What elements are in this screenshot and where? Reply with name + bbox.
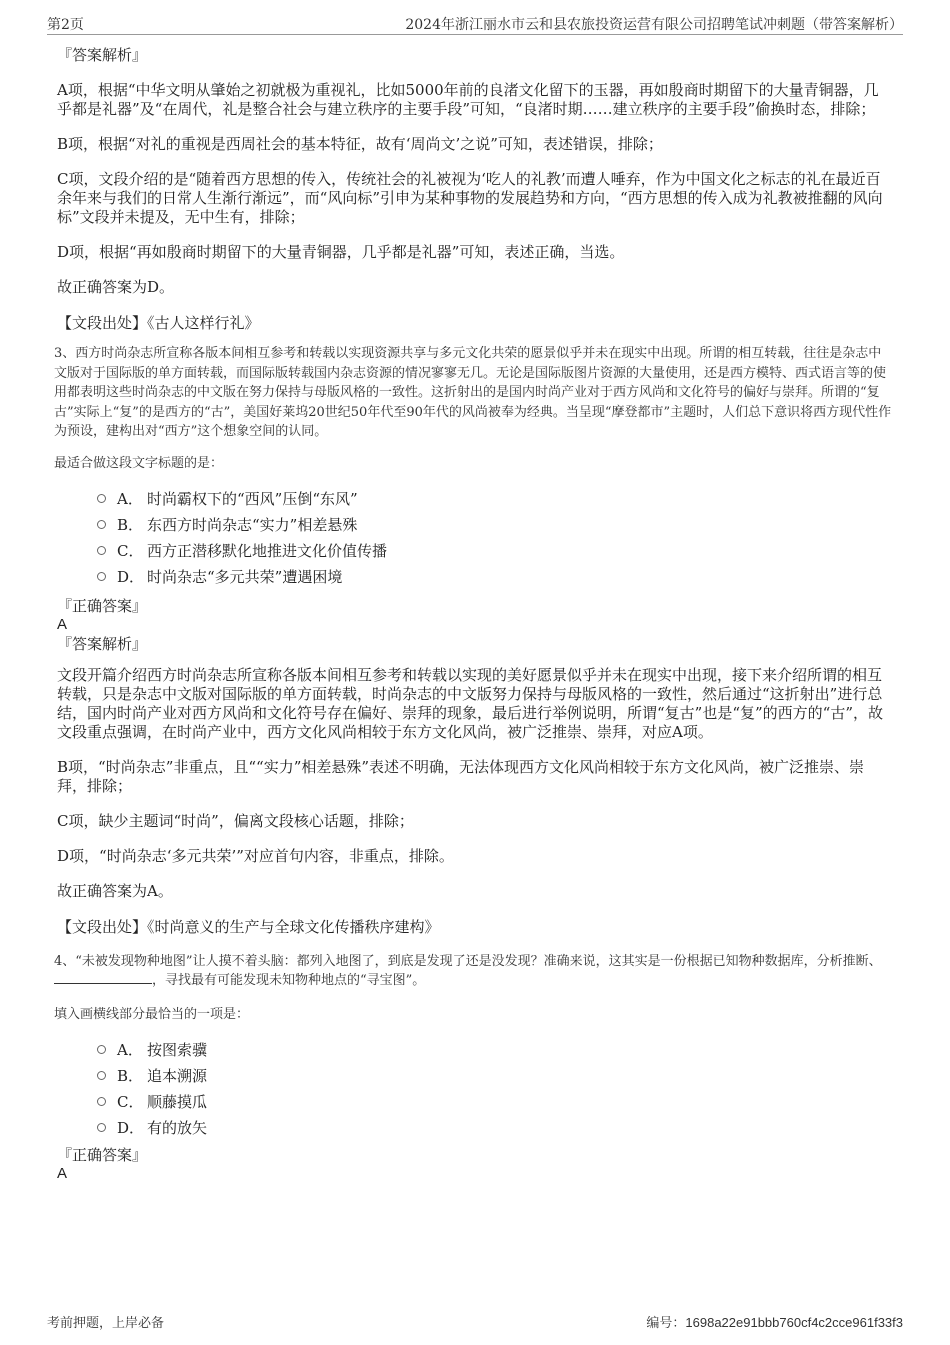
analysis-paragraph: D项，根据“再如殷商时期留下的大量青铜器，几乎都是礼器”可知，表述正确，当选。 (57, 243, 625, 261)
options-list (57, 1037, 892, 1141)
analysis-conclusion: 故正确答案为D。 (57, 278, 175, 296)
analysis-paragraph: B项，根据“对礼的重视是西周社会的基本特征，故有‘周尚文’之说”可知，表述错误，排除； (57, 135, 663, 153)
page-header (47, 14, 903, 35)
question-stem: 3、西方时尚杂志所宣称各版本间相互参考和转载以实现资源共享与多元文化共荣的愿景似乎并未在现实中出现。所谓的相互转载，往往是杂志中文版对于国际版的单方面转载，而国际版转载国内杂志资源的情况寥寥无几。无论是国际版图片资源的大量使用，还是西方模特、西式语言等的使用都表明这些时尚杂志的中文版在努力保持与母版风格的一致性。这折射出的是国内时尚产业对于西方风尚和文化符号的偏好与崇拜。所谓的“复古”实际上“复”的是西方的“古”，美国好莱坞20世纪50年代至90年代的风尚被奉为经典。当呈现“摩登都市”主题时，人们总下意识将西方现代性作为预设，建构出对“西方”这个想象空间的认同。 (54, 346, 892, 439)
radio-icon[interactable] (97, 1071, 106, 1080)
source-line (57, 313, 892, 333)
source-label: 【文段出处】 (57, 314, 148, 332)
radio-icon[interactable] (97, 1097, 106, 1106)
correct-answer: A (57, 1164, 68, 1182)
radio-icon[interactable] (97, 1123, 106, 1132)
footer-slogan: 考前押题，上岸必备 (47, 1316, 165, 1331)
analysis-paragraph: C项，缺少主题词“时尚”，偏离文段核心话题，排除； (57, 811, 414, 830)
fill-in-blank (54, 971, 152, 984)
analysis-paragraph: C项，文段介绍的是“随着西方思想的传入，传统社会的礼被视为‘吃人的礼教’而遭人唾弃，作为中国文化之标志的礼在最近百余年来与我们的日常人生渐行渐远”，而“风向标”引申为某种事物的发展趋势和方向，“西方思想的传入成为礼教被推翻的风向标”文段并未提及，无中生有，排除； (57, 170, 883, 226)
source-line (57, 917, 892, 937)
analysis-label: 『答案解析』 (57, 634, 148, 653)
options-list (57, 486, 892, 590)
radio-icon[interactable] (97, 546, 106, 555)
question-stem: 4、“未被发现物种地图”让人摸不着头脑：都列入地图了，到底是发现了还是没发现？准确来说，这其实是一份根据已知物种数据库，分析推断、，寻找最有可能发现未知物种地点的“寻宝图”。 (54, 953, 882, 988)
analysis-paragraph: A项，根据“中华文明从肇始之初就极为重视礼，比如5000年前的良渚文化留下的玉器，再如殷商时期留下的大量青铜器，几乎都是礼器”及“在周代，礼是整合社会与建立秩序的主要手段”可知，“良渚时期……建立秩序的主要手段”偷换时态，排除； (57, 81, 879, 118)
option-b[interactable]: B． 东西方时尚杂志“实力”相差悬殊 (97, 512, 892, 538)
analysis-conclusion: 故正确答案为A。 (57, 881, 173, 900)
option-a[interactable]: A． 按图索骥 (97, 1037, 892, 1063)
radio-icon[interactable] (97, 1045, 106, 1054)
analysis-paragraph: 文段开篇介绍西方时尚杂志所宣称各版本间相互参考和转载以实现的美好愿景似乎并未在现实中出现，接下来介绍所谓的相互转载，只是杂志中文版对国际版的单方面转载，时尚杂志的中文版努力保持与母版风格的一致性，然后通过“这折射出”进行总结，国内时尚产业对西方风尚和文化符号存在偏好、崇拜的现象，最后进行举例说明，所谓“复古”也是“复”的西方的“古”，故文段重点强调，在时尚产业中，西方文化风尚相较于东方文化风尚，被广泛推崇、崇拜，对应A项。 (57, 665, 884, 741)
document-title: 2024年浙江丽水市云和县农旅投资运营有限公司招聘笔试冲刺题（带答案解析） (405, 17, 903, 33)
document-id: 编号：1698a22e91bbb760cf4c2cce961f33f3 (646, 1315, 903, 1331)
analysis-label: 『答案解析』 (57, 46, 148, 64)
radio-icon[interactable] (97, 494, 106, 503)
option-c[interactable]: C． 顺藤摸瓜 (97, 1089, 892, 1115)
page-content (54, 45, 892, 1183)
analysis-paragraph: B项，“时尚杂志”非重点，且““实力”相差悬殊”表述不明确，无法体现西方文化风尚相较于东方文化风尚，被广泛推崇、崇拜，排除； (57, 757, 865, 795)
correct-answer: A (57, 615, 68, 633)
option-a[interactable]: A． 时尚霸权下的“西风”压倒“东风” (97, 486, 892, 512)
correct-answer-label: 『正确答案』 (57, 596, 148, 615)
option-d[interactable]: D． 时尚杂志“多元共荣”遭遇困境 (97, 564, 892, 590)
option-c[interactable]: C． 西方正潜移默化地推进文化价值传播 (97, 538, 892, 564)
analysis-paragraph: D项，“时尚杂志‘多元共荣’”对应首句内容，非重点，排除。 (57, 846, 454, 865)
source-title: 《时尚意义的生产与全球文化传播秩序建构》 (147, 917, 440, 936)
option-d[interactable]: D． 有的放矢 (97, 1115, 892, 1141)
option-b[interactable]: B． 追本溯源 (97, 1063, 892, 1089)
source-label: 【文段出处】 (57, 917, 148, 936)
radio-icon[interactable] (97, 520, 106, 529)
question-prompt: 填入画横线部分最恰当的一项是： (54, 1006, 250, 1022)
question-prompt: 最适合做这段文字标题的是： (54, 455, 224, 471)
radio-icon[interactable] (97, 572, 106, 581)
correct-answer-label: 『正确答案』 (57, 1145, 148, 1164)
page-number: 第2页 (47, 17, 84, 33)
source-title: 《古人这样行礼》 (147, 314, 260, 332)
